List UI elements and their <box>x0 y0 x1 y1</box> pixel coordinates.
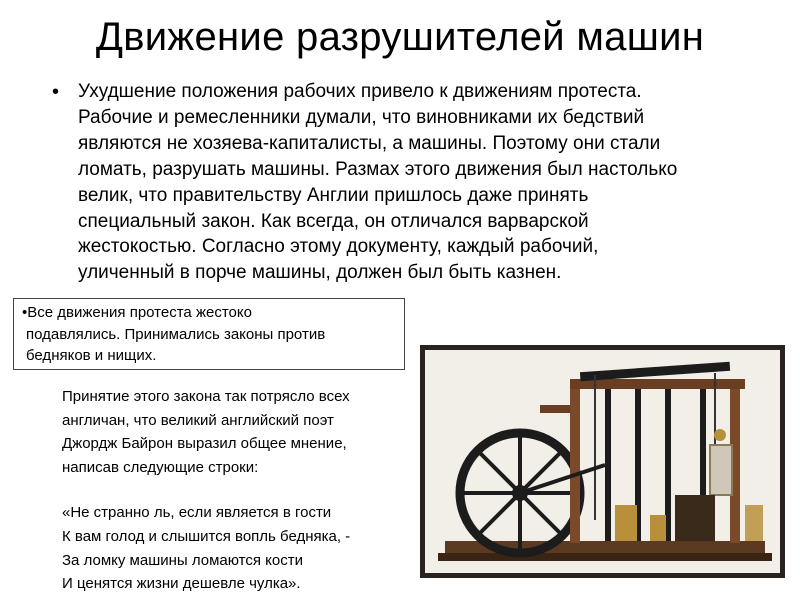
poem-intro-line: англичан, что великий английский поэт <box>62 411 334 429</box>
note-bullet: • <box>22 304 28 321</box>
poem-intro-line: Принятие этого закона так потрясло всех <box>62 388 350 405</box>
page-title: Движение разрушителей машин <box>95 15 705 59</box>
poem-verse-line: К вам голод и слышится вопль бедняка, - <box>62 527 351 545</box>
main-line: ломать, разрушать машины. Размах этого движения был настолько <box>78 158 678 180</box>
poem-verse-line: И ценятся жизни дешевле чулка». <box>62 575 301 593</box>
poem-intro-line: написав следующие строки: <box>62 458 259 476</box>
main-bullet: • <box>52 81 60 103</box>
boxed-note <box>13 298 405 370</box>
poem-verse-line: «Не странно ль, если является в гости <box>62 504 332 522</box>
main-line: являются не хозяева-капиталисты, а машины. Поэтому они стали <box>78 132 661 154</box>
main-paragraph <box>78 79 790 286</box>
poem-verse-line: За ломку машины ломаются кости <box>62 551 303 569</box>
note-line: бедняков и нищих. <box>26 347 157 364</box>
main-line: уличенный в порче машины, должен был быть казнен. <box>78 262 562 284</box>
note-line: подавлялись. Принимались законы против <box>26 325 326 343</box>
main-line: Ухудшение положения рабочих привело к движениям протеста. <box>78 81 642 102</box>
note-line-text: Все движения протеста жестоко <box>27 304 252 321</box>
steam-engine-photo <box>420 345 785 578</box>
poem-block <box>62 385 412 596</box>
poem-intro-line: Джордж Байрон выразил общее мнение, <box>62 435 347 453</box>
main-line: специальный закон. Как всегда, он отличался варварской <box>78 210 589 232</box>
note-line <box>22 302 398 324</box>
main-line: Рабочие и ремесленники думали, что виновниками их бедствий <box>78 106 645 128</box>
main-line: велик, что правительству Англии пришлось даже принять <box>78 184 589 206</box>
main-line: жестокостью. Согласно этому документу, каждый рабочий, <box>78 236 599 258</box>
